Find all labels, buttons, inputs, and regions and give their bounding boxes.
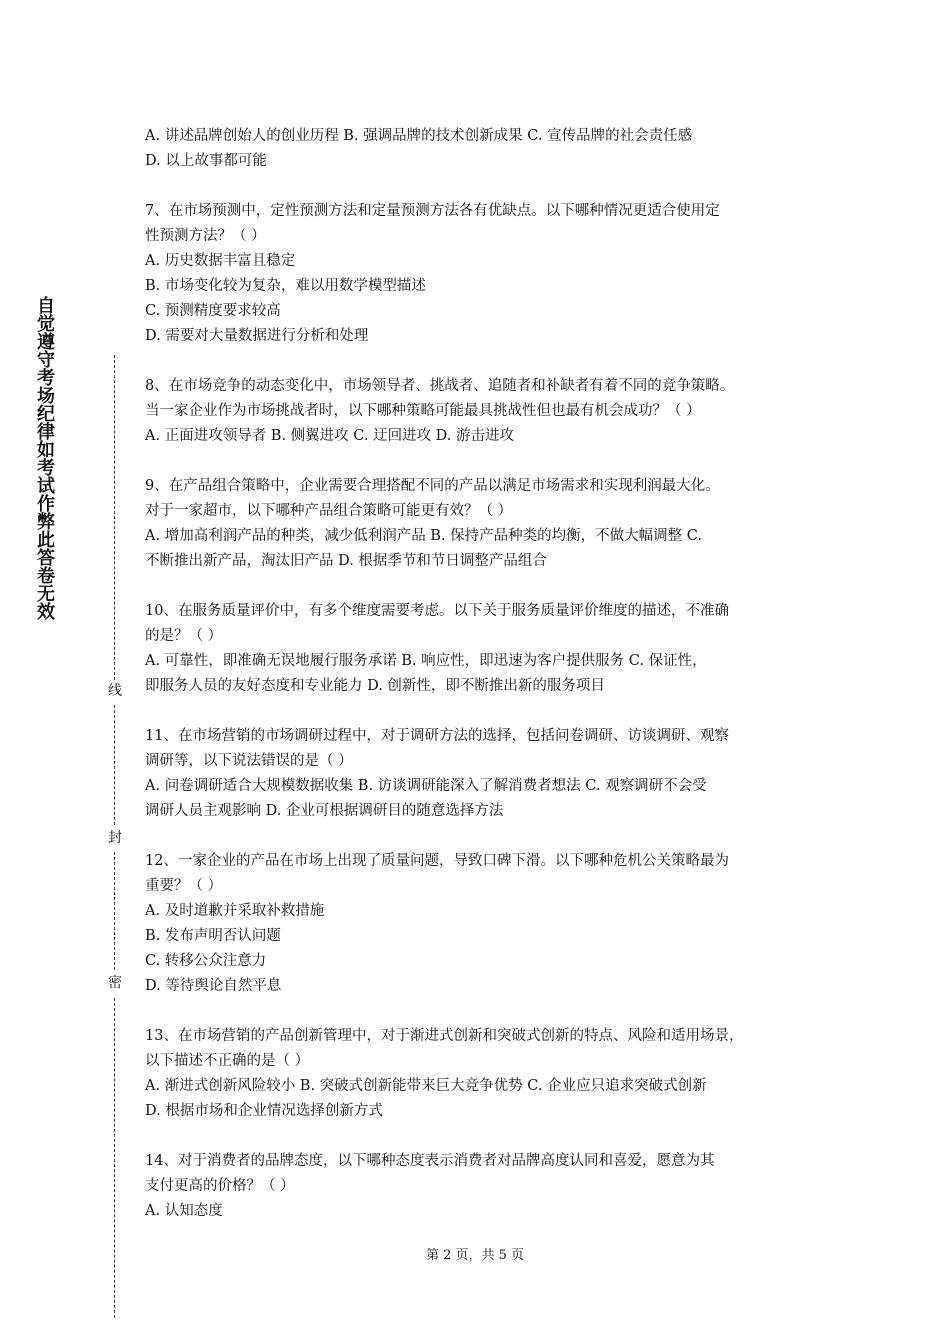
option-line: D. 需要对大量数据进行分析和处理 — [145, 328, 369, 344]
option-line: A. 增加高利润产品的种类，减少低利润产品 B. 保持产品种类的均衡，不做大幅调整 C. — [145, 528, 702, 544]
option-line: 即服务人员的友好态度和专业能力 D. 创新性，即不断推出新的服务项目 — [145, 678, 605, 694]
question-13 — [145, 1024, 825, 1124]
question-stem: 8、在市场竞争的动态变化中，市场领导者、挑战者、追随者和补缺者有着不同的竞争策略。 — [145, 378, 735, 394]
binding-line-segment — [114, 998, 115, 1318]
question-stem: 支付更高的价格？（ ） — [145, 1178, 295, 1194]
binding-line-segment — [114, 355, 115, 680]
top-options-block — [145, 124, 825, 174]
option-line: B. 发布声明否认问题 — [145, 928, 281, 944]
question-stem: 14、对于消费者的品牌态度，以下哪种态度表示消费者对品牌高度认同和喜爱，愿意为其 — [145, 1153, 715, 1169]
question-stem: 13、在市场营销的产品创新管理中，对于渐进式创新和突破式创新的特点、风险和适用场景， — [145, 1028, 744, 1044]
option-line: A. 正面进攻领导者 B. 侧翼进攻 C. 迂回进攻 D. 游击进攻 — [145, 428, 515, 444]
question-stem: 重要？（ ） — [145, 878, 223, 894]
binding-line-segment — [114, 705, 115, 825]
option-line: A. 问卷调研适合大规模数据收集 B. 访谈调研能深入了解消费者想法 C. 观察调研不会受 — [145, 778, 707, 794]
option-line: A. 历史数据丰富且稳定 — [145, 253, 296, 269]
option-line: B. 市场变化较为复杂，难以用数学模型描述 — [145, 278, 426, 294]
question-stem: 11、在市场营销的市场调研过程中，对于调研方法的选择，包括问卷调研、访谈调研、观察 — [145, 728, 729, 744]
question-stem: 对于一家超市，以下哪种产品组合策略可能更有效？（ ） — [145, 503, 513, 519]
option-line: A. 渐进式创新风险较小 B. 突破式创新能带来巨大竞争优势 C. 企业应只追求突破式创新 — [145, 1078, 707, 1094]
question-stem: 10、在服务质量评价中，有多个维度需要考虑。以下关于服务质量评价维度的描述，不准确 — [145, 603, 729, 619]
option-line: A. 可靠性，即准确无误地履行服务承诺 B. 响应性，即迅速为客户提供服务 C. 保证性， — [145, 653, 707, 669]
question-8 — [145, 374, 825, 449]
option-line: A. 及时道歉并采取补救措施 — [145, 903, 325, 919]
option-line: 不断推出新产品，淘汰旧产品 D. 根据季节和节日调整产品组合 — [145, 553, 547, 569]
option-line: D. 以上故事都可能 — [145, 153, 267, 169]
page-number: 第 2 页，共 5 页 — [425, 1248, 525, 1263]
question-stem: 当一家企业作为市场挑战者时，以下哪种策略可能最具挑战性但也最有机会成功？（ ） — [145, 403, 701, 419]
option-line: 调研人员主观影响 D. 企业可根据调研目的随意选择方法 — [145, 803, 504, 819]
question-10 — [145, 599, 825, 699]
option-line: A. 讲述品牌创始人的创业历程 B. 强调品牌的技术创新成果 C. 宣传品牌的社会责任感 — [145, 128, 693, 144]
question-stem: 的是？（ ） — [145, 628, 223, 644]
exam-discipline-notice: 自觉遵守考场纪律如考试作弊此答卷无效 — [34, 296, 55, 620]
question-stem: 调研等，以下说法错误的是（ ） — [145, 753, 353, 769]
question-12 — [145, 849, 825, 999]
option-line: D. 根据市场和企业情况选择创新方式 — [145, 1103, 383, 1119]
option-line: C. 预测精度要求较高 — [145, 303, 281, 319]
seal-mark-line: 线 — [108, 683, 122, 699]
question-stem: 9、在产品组合策略中，企业需要合理搭配不同的产品以满足市场需求和实现利润最大化。 — [145, 478, 720, 494]
question-7 — [145, 199, 825, 349]
question-stem: 12、一家企业的产品在市场上出现了质量问题，导致口碑下滑。以下哪种危机公关策略最为 — [145, 853, 729, 869]
option-line: A. 认知态度 — [145, 1203, 223, 1219]
question-stem: 以下描述不正确的是（ ） — [145, 1053, 310, 1069]
seal-mark-seal: 封 — [108, 830, 122, 846]
question-14 — [145, 1149, 825, 1224]
seal-mark-secret: 密 — [108, 975, 122, 991]
question-11 — [145, 724, 825, 824]
question-9 — [145, 474, 825, 574]
question-stem: 性预测方法？（ ） — [145, 228, 266, 244]
binding-line-segment — [114, 852, 115, 970]
question-stem: 7、在市场预测中，定性预测方法和定量预测方法各有优缺点。以下哪种情况更适合使用定 — [145, 203, 720, 219]
option-line: C. 转移公众注意力 — [145, 953, 267, 969]
option-line: D. 等待舆论自然平息 — [145, 978, 282, 994]
question-content — [145, 124, 825, 1249]
